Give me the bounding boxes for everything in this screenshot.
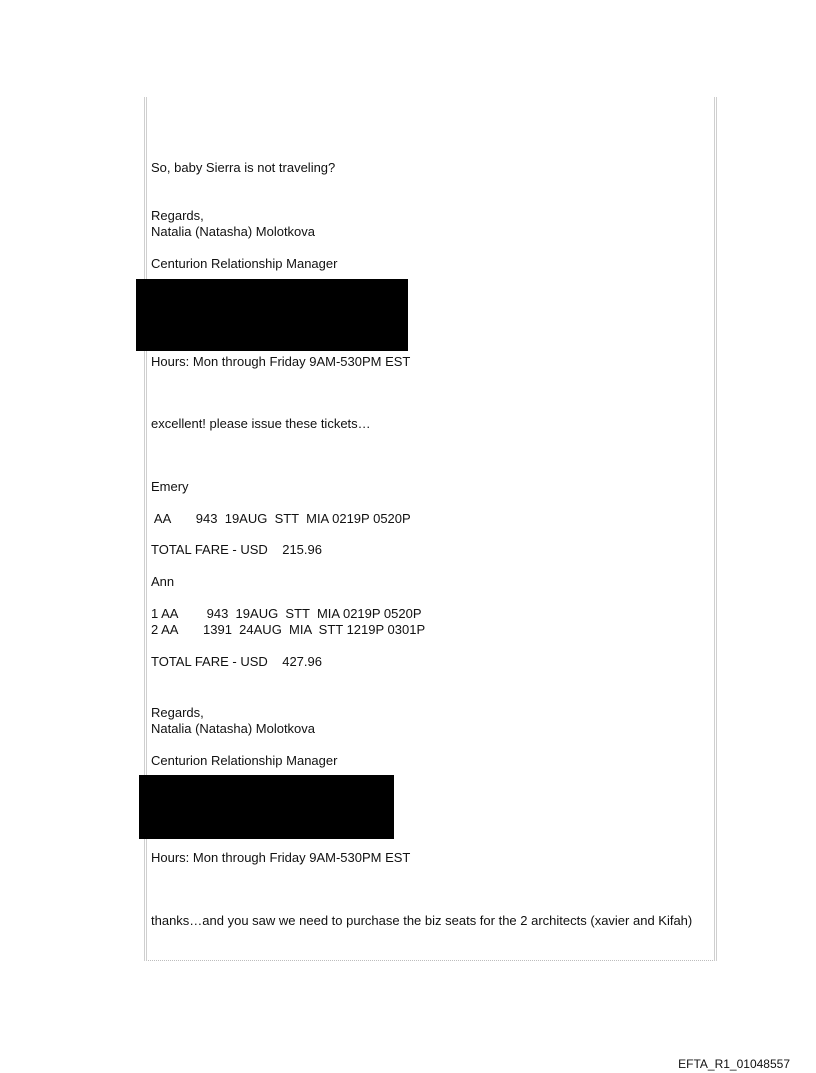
passenger1-flight: AA 943 19AUG STT MIA 0219P 0520P bbox=[151, 511, 411, 526]
passenger2-total-fare: TOTAL FARE - USD 427.96 bbox=[151, 654, 322, 669]
message1-hours: Hours: Mon through Friday 9AM-530PM EST bbox=[151, 354, 411, 369]
document-id: EFTA_R1_01048557 bbox=[678, 1057, 790, 1071]
passenger2-name: Ann bbox=[151, 574, 175, 589]
message1-sender-title: Centurion Relationship Manager bbox=[151, 256, 338, 271]
redaction-block bbox=[136, 279, 408, 351]
message1-closing: Regards, bbox=[151, 208, 204, 223]
redaction-block bbox=[139, 775, 394, 839]
message2-sender-title: Centurion Relationship Manager bbox=[151, 753, 338, 768]
message2-sender-name: Natalia (Natasha) Molotkova bbox=[151, 721, 316, 736]
message3-text: thanks…and you saw we need to purchase the biz seats for the 2 architects (xavier and Kifah) bbox=[151, 913, 693, 928]
passenger2-flight-1: 1 AA 943 19AUG STT MIA 0219P 0520P bbox=[151, 606, 422, 621]
message1-question: So, baby Sierra is not traveling? bbox=[151, 160, 336, 175]
passenger1-name: Emery bbox=[151, 479, 189, 494]
message1-sender-name: Natalia (Natasha) Molotkova bbox=[151, 224, 316, 239]
passenger2-flight-2: 2 AA 1391 24AUG MIA STT 1219P 0301P bbox=[151, 622, 426, 637]
message2-closing: Regards, bbox=[151, 705, 204, 720]
message2-hours: Hours: Mon through Friday 9AM-530PM EST bbox=[151, 850, 411, 865]
message2-intro: excellent! please issue these tickets… bbox=[151, 416, 371, 431]
passenger1-total-fare: TOTAL FARE - USD 215.96 bbox=[151, 542, 322, 557]
